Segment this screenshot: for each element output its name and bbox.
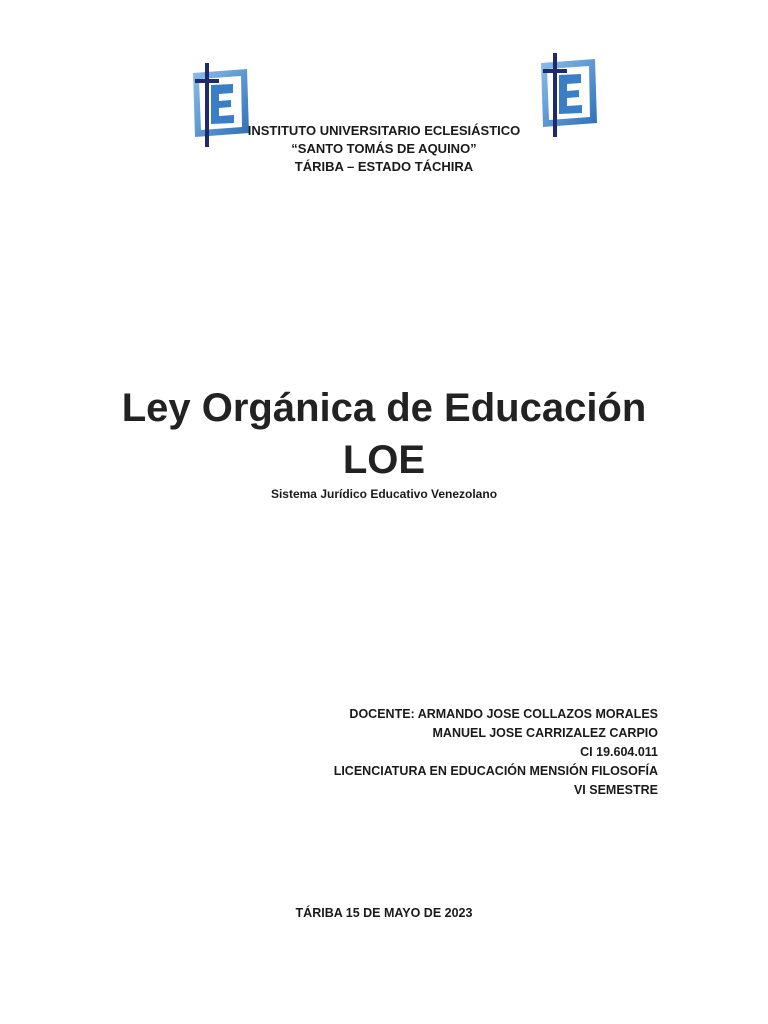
teacher-name: DOCENTE: ARMANDO JOSE COLLAZOS MORALES <box>349 707 658 721</box>
document-subtitle: Sistema Jurídico Educativo Venezolano <box>270 487 498 501</box>
document-acronym: LOE <box>342 438 426 482</box>
institute-location: TÁRIBA – ESTADO TÁCHIRA <box>294 159 474 174</box>
semester: VI SEMESTRE <box>573 783 658 797</box>
institute-patron: “SANTO TOMÁS DE AQUINO” <box>291 141 477 156</box>
student-id: CI 19.604.011 <box>580 745 658 759</box>
credits-block <box>334 705 658 800</box>
student-name: MANUEL JOSE CARRIZALEZ CARPIO <box>432 726 658 740</box>
degree-program: LICENCIATURA EN EDUCACIÓN MENSIÓN FILOSOFÍA <box>333 764 658 778</box>
institute-name: INSTITUTO UNIVERSITARIO ECLESIÁSTICO <box>247 123 521 138</box>
document-title: Ley Orgánica de Educación <box>121 386 647 430</box>
place-and-date: TÁRIBA 15 DE MAYO DE 2023 <box>295 906 473 920</box>
